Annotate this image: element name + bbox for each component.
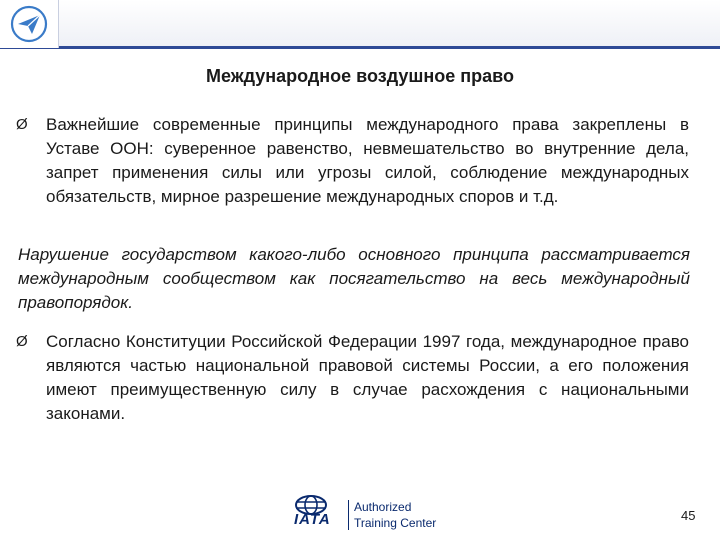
logo-divider — [348, 500, 349, 530]
bullet-arrow-icon: Ø — [16, 116, 28, 133]
authorized-text: Authorized — [354, 500, 412, 514]
paragraph-text: Согласно Конституции Российской Федерации 1997 года, международное право являются частью национальной правовой системы России, а его положения имеют преимущественную силу в случае расхождения с национальными законами. — [46, 332, 689, 423]
training-center-label — [354, 499, 436, 531]
bullet-arrow-icon: Ø — [16, 333, 28, 350]
paragraph-principles — [16, 113, 689, 209]
paragraph-text: Важнейшие современные принципы международного права закреплены в Уставе ООН: суверенное равенство, невмешательство во внутренние дела, запрет применения силы или угрозы силой, соблюдение международных обязательств, мирное разрешение международных споров и т.д. — [46, 115, 689, 206]
header-rule — [0, 46, 720, 49]
paragraph-constitution — [16, 330, 689, 426]
header-band — [0, 0, 720, 47]
paragraph-text: Нарушение государством какого-либо основного принципа рассматривается международным сообществом как посягательство на весь международный правопорядок. — [18, 245, 690, 312]
page-number: 45 — [681, 508, 696, 523]
paper-plane-icon — [6, 4, 52, 44]
iata-atc-logo — [258, 494, 458, 538]
training-center-text: Training Center — [354, 516, 437, 530]
iata-wordmark: IATA — [294, 511, 331, 528]
slide-title: Международное воздушное право — [206, 66, 514, 86]
paragraph-violation — [18, 243, 690, 315]
corner-logo — [0, 0, 59, 48]
